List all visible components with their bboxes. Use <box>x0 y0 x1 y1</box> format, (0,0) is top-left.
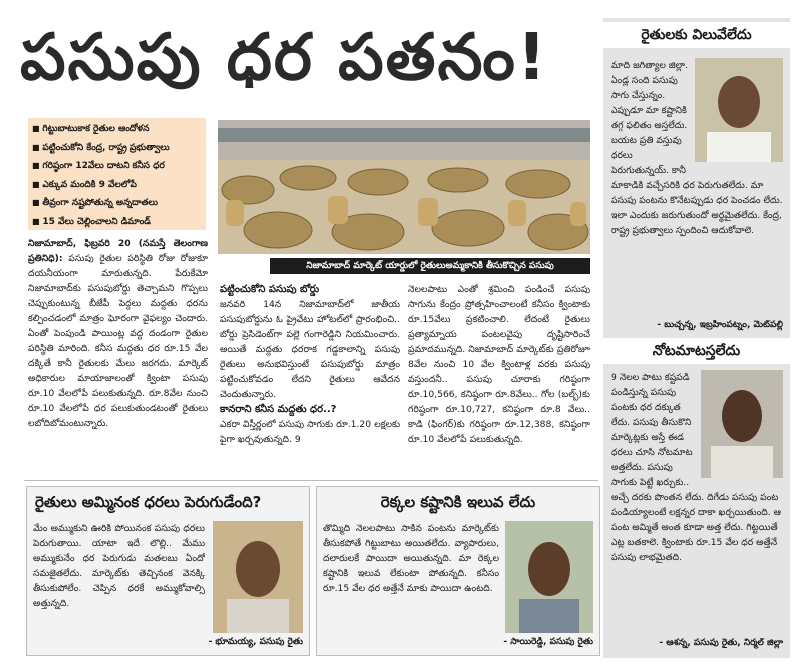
farmer-story-2 <box>316 486 600 656</box>
highlight-item: ■ గిట్టుబాటుకాక రైతుల ఆందోళన <box>32 120 202 139</box>
highlight-item: ■ పట్టించుకోని కేంద్ర, రాష్ట్ర ప్రభుత్వాలు <box>32 139 202 158</box>
photo-caption: నిజామాబాద్ మార్కెట్ యార్డులో రైతులుఅమ్మకానికి తీసుకొచ్చిన పసుపు <box>270 258 590 274</box>
story-text: తొమ్మిది నెలలపాటు సాకిన పంటను మార్కెట్‌కు తీసుకపోతే గిట్టుబాటు అయితలేదు. వ్యాపారులు, దలారులకే పాయిదా అయితున్నది. మా రెక్కల కష్టానికి ఇలువ లేకుంటా పోతున్నది. కనీసం రూ.15 వేల ధర అత్తేనే మాకు పాయిదా ఉంటది. <box>323 523 499 594</box>
sidebar-text: 9 నెలల పాటు కష్టపడి పండిస్తున్న పసుపు పంటకు ధర దక్కుత లేదు. పసుపు తీసుకొని మార్కెట్లకు అస్తే ఈడ ధరలు చూసి నోటమాట అత్తలేదు. పసుపు సాగుకు పెట్టే ఖర్చుకు.. అచ్చే దరకు పొంతన లేదు. దిగేడు పసుపు పంట పండియ్యాలంటే లక్షన్నర దాకా ఖర్చయితుంది. ఆ పంట అమ్మితే అంత కూడా అత్త లేదు. గిట్టయితే ఎట్ల బతకాలె. క్వింటాకు రూ.15 వేల ధర అత్తేనే పసుపు లాభమైతది. <box>611 372 781 563</box>
divider <box>24 480 598 481</box>
highlight-item: ■ గరిష్ఠంగా 12వేలు దాటని కనీస ధర <box>32 157 202 176</box>
dateline: నిజామాబాద్, ఫిబ్రవరి 20 (నమస్తే తెలంగాణ ప్రతినిధి): <box>28 238 208 264</box>
article-text: నెలలపాటు ఎంతో శ్రమించి పండించే పసుపు సాగును కేంద్రం ప్రోత్సహించాలంటే కనీసం క్వింటాకు రూ.15వేలు ప్రకటించాలి. లేదంటే రైతులు ప్రత్యామ్నాయ పంటలవైపు దృష్టిసారించే ప్రమాదమున్నది. నిజామాబాద్ మార్కెట్‌కు ప్రతిరోజూ 8వేల నుంచి 10 వేల క్వింటాళ్ల వరకు పసుపు వస్తుందనీ.. పసుపు చూరాకు గరిష్ఠంగా రూ.10,566, కనిష్ఠంగా రూ.8వేలు.. గోల (బల్బ్)కు గరిష్ఠంగా రూ.10,727, కనిష్ఠంగా రూ.8 వేలు.. కాడి (ఫింగర్)కు గరిష్ఠంగా రూ.12,388, కనిష్ఠంగా రూ.10 వేలలోపే పలుకుతున్నది. <box>408 284 590 445</box>
sidebar <box>603 18 790 658</box>
story-signature: - సాయిరెడ్డి, పసుపు రైతు <box>503 637 593 647</box>
article-column-2 <box>220 282 400 474</box>
article-column-3 <box>408 282 590 474</box>
farmer-photo <box>505 521 593 633</box>
subheading: కానరాని కనీస మద్దతు ధర..? <box>220 404 337 415</box>
story-signature: - భూమయ్య, పసుపు రైతు <box>208 637 303 647</box>
story-title: రెక్కల కష్టానికి ఇలువ లేదు <box>380 493 536 511</box>
farmer-photo <box>213 521 303 633</box>
farmer-story-1 <box>26 486 310 656</box>
article-text: పసుపు రైతుల పరిస్థితి రోజు రోజుకూ దయనీయంగా మారుతున్నది. పేరుకేమో నిజామాబాద్‌కు పసుపుబోర్డు తెచ్చామని గొప్పలు చెప్పుకుంటున్న బీజేపీ పెద్దలు మద్దతు ధరను కల్పించడంలో మాత్రం ఘోరంగా వైఫల్యం చెందారు. ఏంతో పెంపుండి పాయింట్ల వద్ద దండంగా రైతుల పరిస్థితి మారింది. కనీస మద్దతు ధర రూ.15 వేల దక్కితే కానీ రైతులకు మేలు జరగదు. మార్కెట్ అధికారుల మాయాజాలంతో క్వింటా పసుపు రూ.10 వేలలోపే పలుకుతున్నది. రూ.8వేల నుంచి రూ.10 వేలలోపే ధర పలుకుతుండటంతో రైతులు లబోదిబోమంటున్నారు. <box>28 253 208 429</box>
sidebar-signature: - బుచ్చన్న, ఇబ్రహీంపట్నం, మెట్‌పల్లి <box>657 320 783 330</box>
sidebar-title: రైతులకు విలువేలేదు <box>603 22 790 48</box>
sidebar-title: నోటమాటస్తలేదు <box>603 338 790 364</box>
highlight-item: ■ తీవ్రంగా నష్టపోతున్న అన్నదాతలు <box>32 194 202 213</box>
highlights-box <box>28 118 206 230</box>
story-text: మేం అమ్ముకుని ఊరికి పోయినంక పసుపు ధరలు పెరుగుతాయి. యాటా ఇదే లొల్లి.. మేము అమ్ముకునేం ధర పెరుగుడు మతలబు ఏందో సమజైతలేదు. మార్కెట్‌కు తెచ్చినంక వెనక్కి తీసుకుపోలేం. చెప్పిన ధరకే అమ్ముకోవాల్సి అత్తున్నది. <box>33 523 205 609</box>
article-text: జనవరి 14న నిజామాబాద్‌లో జాతీయ పసుపుబోర్డును ఓ ప్రైవేటు హోటల్‌లో ప్రారంభించి.. బోర్డు ప్రెసిడెంట్‌గా పల్లె గంగారెడ్డిని నియమించారు. అయితే మద్దతు ధరరాక గడ్డకాలాన్ని పసుపు రైతులు అనుభవిస్తుంటే పసుపుబోర్డు మాత్రం పట్టించుకోవడం లేదని రైతులు ఆవేదన చెందుతున్నారు. <box>220 299 400 400</box>
subheading: పట్టించుకోని పసుపు బోర్డు <box>220 284 320 295</box>
article-column-1 <box>28 236 208 474</box>
article-text: ఎకరా విస్తీర్ణంలో పసుపు సాగుకు రూ.1.20 లక్షలకు పైగా ఖర్చవుతున్నది. 9 <box>220 419 400 445</box>
headline: పసుపు ధర పతనం! <box>20 21 549 95</box>
sidebar-text: మాది జగిత్యాల జిల్లా. ఏండ్ల సంది పసుపు సాగు చేస్తున్నం. ఎప్పుడూ మా కష్టానికి తగ్గ ఫలితం అస్తలేదు. బయట ప్రతి వస్తువు ధరలు పెరుగుతున్నయ్. కానీ మాకాడికి వచ్చేసరికి ధర పెరుగుతలేదు. మా పసుపు పంటను కొనేటప్పుడు ధర పెంచడం లేదు. ఇలా ఎందుకు జరుగుతుందో అర్థమైతలేదు. కేంద్ర, రాష్ట్ర ప్రభుత్వాలు స్పందించి ఆదుకోవాలె. <box>611 60 783 236</box>
highlight-item: ■ 15 వేలు చెల్లించాలని డిమాండ్ <box>32 213 202 232</box>
highlight-item: ■ ఎక్కువ మందికి 9 వేలలోపే <box>32 176 202 195</box>
sidebar-signature: - ఆశన్న, పసుపు రైతు, నిర్మల్ జిల్లా <box>659 638 783 648</box>
story-title: రైతులు అమ్మినంక ధరలు పెరుగుడేంది? <box>35 493 262 511</box>
market-yard-photo <box>218 120 590 254</box>
